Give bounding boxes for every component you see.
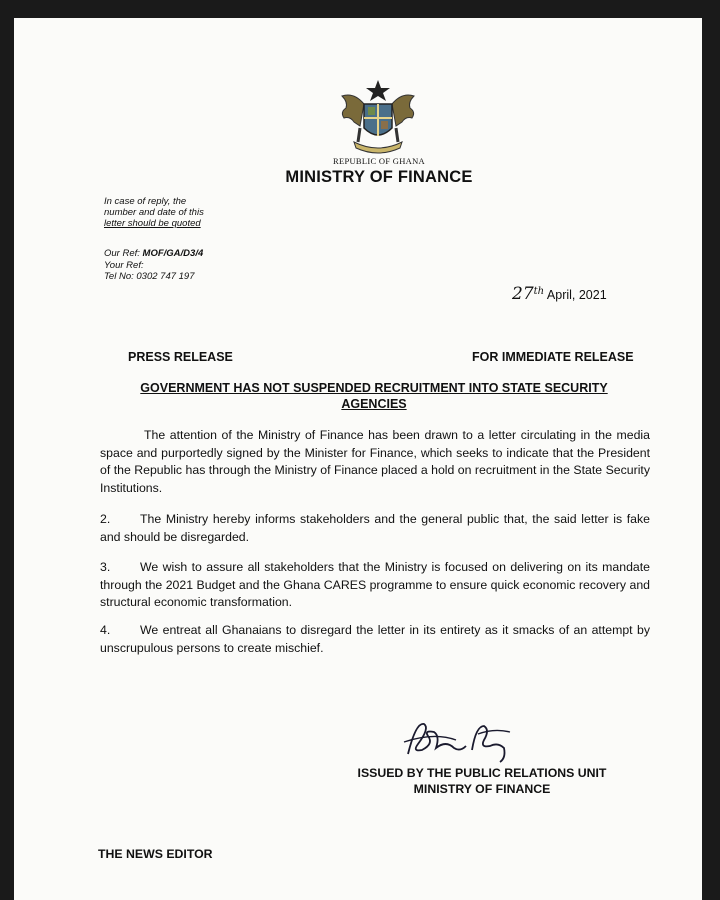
paragraph-4 xyxy=(100,622,650,657)
paragraph-3-number: 3. xyxy=(100,560,111,574)
paragraph-3 xyxy=(100,559,650,612)
date-suffix: th xyxy=(533,285,545,297)
issued-by-line-1: ISSUED BY THE PUBLIC RELATIONS UNIT xyxy=(357,766,607,780)
paragraph-2-text: The Ministry hereby informs stakeholders and the general public that, the said letter is fake and should be disregarded. xyxy=(100,512,650,544)
letter-date xyxy=(512,284,607,304)
republic-label: REPUBLIC OF GHANA xyxy=(333,156,425,166)
reference-block xyxy=(104,248,203,283)
letter-page xyxy=(14,18,702,900)
our-ref-value: MOF/GA/D3/4 xyxy=(142,248,204,259)
paragraph-4-number: 4. xyxy=(100,623,111,637)
reply-note xyxy=(104,196,204,229)
issued-by-block xyxy=(332,765,632,797)
ghana-coat-of-arms-icon xyxy=(334,78,422,160)
reply-note-line-3: letter should be quoted xyxy=(104,218,201,229)
immediate-release-label: FOR IMMEDIATE RELEASE xyxy=(472,350,634,364)
press-release-label: PRESS RELEASE xyxy=(128,350,233,364)
issued-by-line-2: MINISTRY OF FINANCE xyxy=(413,782,551,796)
our-ref xyxy=(104,248,203,260)
paragraph-1-text: The attention of the Ministry of Finance has been drawn to a letter circulating in the media space and purportedly signed by the Minister for Finance, which seeks to indicate that the President of the Republic has through the Ministry of Finance placed a hold on recruitment in the State Security Institutions. xyxy=(100,428,650,495)
paragraph-3-text: We wish to assure all stakeholders that the Ministry is focused on delivering on its mandate through the 2021 Budget and the Ghana CARES programme to ensure quick economic recovery and structural economic transformation. xyxy=(100,560,650,609)
reply-note-line-1: In case of reply, the xyxy=(104,196,187,207)
reply-note-line-2: number and date of this xyxy=(104,207,204,218)
paragraph-4-text: We entreat all Ghanaians to disregard the letter in its entirety as it smacks of an attempt by unscrupulous persons to create mischief. xyxy=(100,623,650,655)
ministry-title: MINISTRY OF FINANCE xyxy=(285,168,473,186)
our-ref-label: Our Ref: xyxy=(104,248,140,259)
addressee: THE NEWS EDITOR xyxy=(98,847,213,861)
date-day: 27 xyxy=(512,284,534,304)
paragraph-2 xyxy=(100,511,650,546)
signature-icon xyxy=(394,714,534,764)
headline: GOVERNMENT HAS NOT SUSPENDED RECRUITMENT INTO STATE SECURITY AGENCIES xyxy=(140,381,608,411)
paragraph-1 xyxy=(100,427,650,497)
tel-number: Tel No: 0302 747 197 xyxy=(104,271,195,282)
your-ref: Your Ref: xyxy=(104,259,144,271)
paragraph-2-number: 2. xyxy=(100,512,111,526)
date-month-year: April, 2021 xyxy=(546,288,607,302)
